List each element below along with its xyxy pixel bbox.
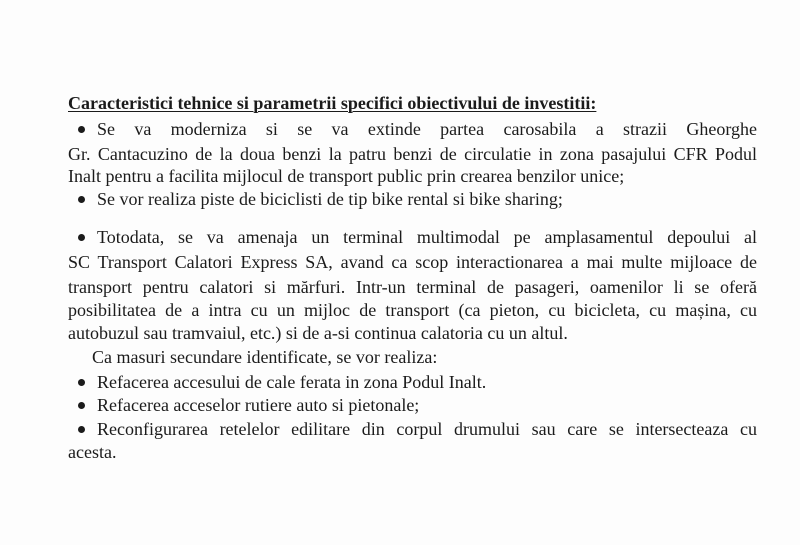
section-heading: Caracteristici tehnice si parametrii specifici obiectivului de investitii: [68,93,597,113]
measure-item-3-line-2: acesta. [68,442,117,462]
paragraph-line-3: transport pentru calatori si mărfuri. Intr-un terminal de pasageri, oamenilor li se oferă [68,277,757,297]
bullet-icon [78,196,85,203]
measure-item-1: Refacerea accesului de cale ferata in zona Podul Inalt. [97,372,487,392]
bullet-icon [78,402,85,409]
bullet-2-text: Se vor realiza piste de biciclisti de tip bike rental si bike sharing; [97,189,563,209]
bullet-1-line-2: Gr. Cantacuzino de la doua benzi la patru benzi de circulatie in zona pasajului CFR Podul [68,144,757,164]
paragraph-line-2: SC Transport Calatori Express SA, avand ca scop interactionarea a mai multe mijloace de [68,252,757,272]
paragraph-line-4: posibilitatea de a intra cu un mijloc de transport (ca pieton, cu bicicleta, cu mașina, cu [68,300,757,320]
bullet-1-line-3: Inalt pentru a facilita mijlocul de transport public prin crearea benzilor unice; [68,166,625,186]
measures-intro: Ca masuri secundare identificate, se vor realiza: [92,347,438,367]
paragraph-line-5: autobuzul sau tramvaiul, etc.) si de a-si continua calatoria cu un altul. [68,323,568,343]
paragraph-line-1: Totodata, se va amenaja un terminal multimodal pe amplasamentul depoului al [97,227,757,247]
bullet-icon [78,426,85,433]
measure-item-3-line-1: Reconfigurarea retelelor edilitare din corpul drumului sau care se intersecteaza cu [97,419,757,439]
measure-item-2: Refacerea acceselor rutiere auto si pietonale; [97,395,420,415]
bullet-icon [78,379,85,386]
bullet-icon [78,126,85,133]
bullet-icon [78,234,85,241]
bullet-1-line-1: Se va moderniza si se va extinde partea carosabila a strazii Gheorghe [97,119,757,139]
